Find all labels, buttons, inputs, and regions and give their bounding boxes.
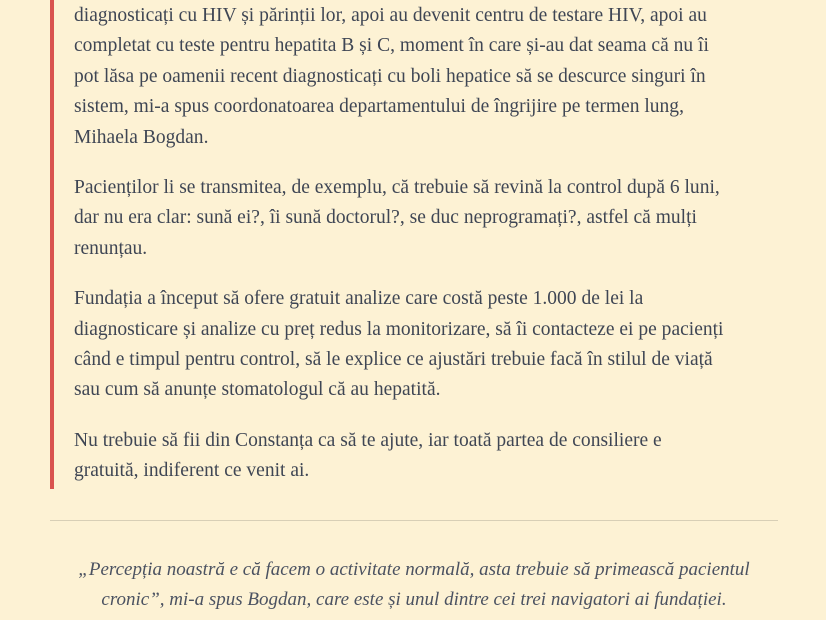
text-line: completat cu teste pentru hepatita B și C, moment în care și-au dat seama că nu îi — [74, 35, 709, 57]
callout-paragraph-4 — [74, 426, 780, 487]
callout-paragraph-2 — [74, 173, 780, 264]
text-line: sau cum să anunțe stomatologul că au hepatită. — [74, 379, 441, 401]
text-line: diagnosticați cu HIV și părinții lor, apoi au devenit centru de testare HIV, apoi au — [74, 5, 707, 26]
text-line: pot lăsa pe oamenii recent diagnosticați cu boli hepatice să se descurce singuri în — [74, 65, 706, 87]
text-line: Nu trebuie să fii din Constanța ca să te ajute, iar toată partea de consiliere e — [74, 429, 662, 451]
text-line: dar nu era clar: sună ei?, îi sună doctorul?, se duc neprogramați?, astfel că mulți — [74, 207, 697, 229]
quote-line: cronic”, mi-a spus Bogdan, care este și unul dintre cei trei navigatori ai fundației. — [101, 588, 727, 610]
text-line: Pacienților li se transmitea, de exemplu, că trebuie să revină la control după 6 luni, — [74, 177, 720, 199]
text-line: sistem, mi-a spus coordonatoarea departamentului de îngrijire pe termen lung, — [74, 96, 684, 118]
highlighted-callout — [50, 0, 780, 489]
section-divider — [50, 520, 778, 521]
callout-paragraph-3 — [74, 284, 780, 406]
text-line: Fundația a început să ofere gratuit analize care costă peste 1.000 de lei la — [74, 288, 644, 310]
text-line: diagnosticare și analize cu preț redus la monitorizare, să îi contacteze ei pe pacienți — [74, 318, 724, 340]
text-line: când e timpul pentru control, să le explice ce ajustări trebuie facă în stilul de viață — [74, 349, 713, 371]
pull-quote — [60, 555, 768, 614]
text-line: gratuită, indiferent ce venit ai. — [74, 460, 310, 482]
callout-paragraph-1 — [74, 1, 780, 153]
text-line: Mihaela Bogdan. — [74, 126, 209, 148]
quote-line: „Percepția noastră e că facem o activitate normală, asta trebuie să primească pacientul — [78, 559, 750, 580]
text-line: renunțau. — [74, 237, 148, 259]
